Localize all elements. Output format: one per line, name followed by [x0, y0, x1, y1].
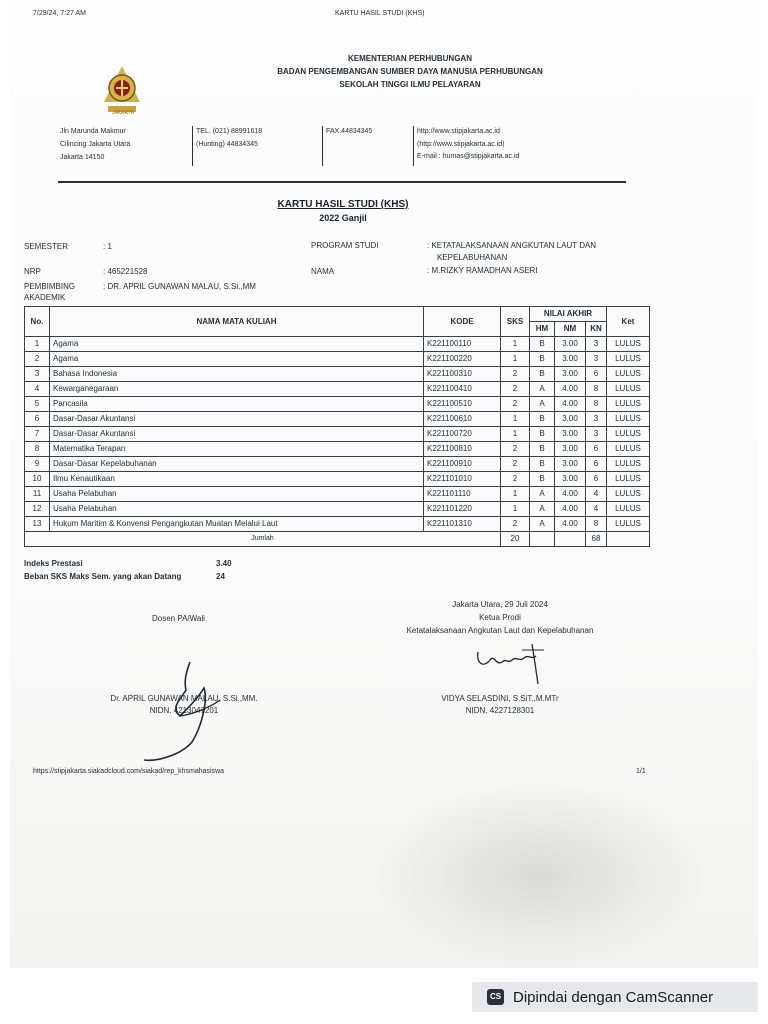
- grades-table: [24, 306, 650, 547]
- course-status: LULUS: [607, 487, 650, 502]
- course-code: K221100910: [424, 457, 501, 472]
- phone-line-2: (Hunting) 44834345: [196, 141, 258, 148]
- print-doc-title: KARTU HASIL STUDI (KHS): [335, 10, 425, 17]
- course-code: K221100220: [424, 352, 501, 367]
- course-status: LULUS: [607, 352, 650, 367]
- course-name: Usaha Pelabuhan: [50, 502, 424, 517]
- table-row: [25, 517, 650, 532]
- course-code: K221101110: [424, 487, 501, 502]
- grade-nm: 4.00: [555, 382, 586, 397]
- table-row: [25, 382, 650, 397]
- row-no: 5: [25, 397, 50, 412]
- col-kode: KODE: [424, 307, 501, 337]
- pembimbing-value: : DR. APRIL GUNAWAN MALAU, S.Si.,MM: [103, 282, 256, 291]
- grade-nm: 4.00: [555, 502, 586, 517]
- ip-value: 3.40: [216, 559, 232, 568]
- phone-line-1: TEL. (021) 88991618: [196, 128, 263, 135]
- website-link-alt: (http://www.stipjakarta.ac.id): [417, 141, 505, 148]
- course-code: K221101220: [424, 502, 501, 517]
- nrp-label: NRP: [24, 267, 41, 276]
- grade-kn: 3: [586, 427, 607, 442]
- table-row: [25, 472, 650, 487]
- course-code: K221100720: [424, 427, 501, 442]
- col-no: No.: [25, 307, 50, 337]
- course-name: Dasar-Dasar Akuntansi: [50, 427, 424, 442]
- grade-kn: 3: [586, 412, 607, 427]
- table-row: [25, 412, 650, 427]
- table-row: [25, 427, 650, 442]
- right-sign-nidn: NIDN. 4227128301: [465, 706, 535, 715]
- row-no: 4: [25, 382, 50, 397]
- table-row: [25, 397, 650, 412]
- grade-nm: 3.00: [555, 427, 586, 442]
- row-no: 10: [25, 472, 50, 487]
- row-no: 7: [25, 427, 50, 442]
- grade-kn: 4: [586, 487, 607, 502]
- grade-kn: 6: [586, 457, 607, 472]
- col-hm: HM: [530, 322, 555, 337]
- grade-hm: B: [530, 472, 555, 487]
- course-name: Ilmu Kenautikaan: [50, 472, 424, 487]
- nama-label: NAMA: [311, 267, 335, 276]
- camscanner-icon: CS: [487, 989, 504, 1005]
- grade-hm: B: [530, 412, 555, 427]
- table-row: [25, 502, 650, 517]
- grade-nm: 3.00: [555, 457, 586, 472]
- course-name: Usaha Pelabuhan: [50, 487, 424, 502]
- course-status: LULUS: [607, 427, 650, 442]
- course-sks: 2: [501, 382, 530, 397]
- total-kn: 68: [586, 532, 607, 547]
- grade-nm: 3.00: [555, 367, 586, 382]
- nama-value: : M.RIZKY RAMADHAN ASERI: [427, 266, 538, 275]
- grade-kn: 4: [586, 502, 607, 517]
- course-status: LULUS: [607, 457, 650, 472]
- divider: [413, 126, 414, 166]
- grade-hm: B: [530, 367, 555, 382]
- course-status: LULUS: [607, 472, 650, 487]
- course-name: Bahasa Indonesia: [50, 367, 424, 382]
- table-row: [25, 442, 650, 457]
- grade-nm: 3.00: [555, 472, 586, 487]
- course-status: LULUS: [607, 397, 650, 412]
- camscanner-badge: [472, 982, 758, 1012]
- left-sign-nidn: NIDN. 4213047201: [149, 706, 219, 715]
- page-subtitle: 2022 Ganjil: [319, 213, 367, 223]
- course-sks: 2: [501, 457, 530, 472]
- course-code: K221100510: [424, 397, 501, 412]
- course-status: LULUS: [607, 442, 650, 457]
- program-value-2: KEPELABUHANAN: [437, 253, 508, 262]
- row-no: 8: [25, 442, 50, 457]
- course-name: Kewarganegaraan: [50, 382, 424, 397]
- grade-hm: B: [530, 337, 555, 352]
- fax-number: FAX.44834345: [326, 128, 373, 135]
- course-sks: 2: [501, 367, 530, 382]
- school-name: SEKOLAH TINGGI ILMU PELAYARAN: [339, 80, 481, 89]
- col-ket: Ket: [607, 307, 650, 337]
- grade-nm: 3.00: [555, 352, 586, 367]
- course-status: LULUS: [607, 382, 650, 397]
- course-sks: 1: [501, 502, 530, 517]
- table-row: [25, 457, 650, 472]
- table-row: [25, 337, 650, 352]
- scan-shadow: [370, 780, 710, 970]
- agency-name: BADAN PENGEMBANGAN SUMBER DAYA MANUSIA PERHUBUNGAN: [277, 67, 543, 76]
- beban-label: Beban SKS Maks Sem. yang akan Datang: [24, 572, 182, 581]
- grade-nm: 3.00: [555, 337, 586, 352]
- address-line-1: Jln Marunda Makmur: [60, 128, 126, 135]
- beban-value: 24: [216, 572, 225, 581]
- grade-hm: B: [530, 457, 555, 472]
- page-title: KARTU HASIL STUDI (KHS): [277, 199, 409, 210]
- course-code: K221101310: [424, 517, 501, 532]
- course-code: K221100310: [424, 367, 501, 382]
- print-footer-url: https://stipjakarta.siakadcloud.com/siakad/rep_khsmahasiswa: [33, 768, 225, 775]
- row-no: 11: [25, 487, 50, 502]
- course-sks: 2: [501, 397, 530, 412]
- grade-kn: 8: [586, 397, 607, 412]
- header-rule: [58, 181, 626, 183]
- print-datetime: 7/29/24, 7:27 AM: [33, 10, 86, 17]
- total-ket-empty: [607, 532, 650, 547]
- grade-nm: 3.00: [555, 442, 586, 457]
- total-hm-empty: [530, 532, 555, 547]
- total-sks: 20: [501, 532, 530, 547]
- grade-kn: 8: [586, 517, 607, 532]
- course-name: Agama: [50, 337, 424, 352]
- grade-hm: B: [530, 442, 555, 457]
- ip-label: Indeks Prestasi: [24, 559, 83, 568]
- row-no: 2: [25, 352, 50, 367]
- course-name: Matematika Terapan: [50, 442, 424, 457]
- left-sign-role: Dosen PA/Wali: [152, 614, 205, 623]
- col-nm: NM: [555, 322, 586, 337]
- course-sks: 1: [501, 412, 530, 427]
- course-status: LULUS: [607, 337, 650, 352]
- row-no: 1: [25, 337, 50, 352]
- course-sks: 2: [501, 442, 530, 457]
- col-sks: SKS: [501, 307, 530, 337]
- course-status: LULUS: [607, 502, 650, 517]
- grade-kn: 6: [586, 367, 607, 382]
- program-value: : KETATALAKSANAAN ANGKUTAN LAUT DAN: [427, 241, 597, 250]
- nrp-value: : 465221528: [103, 267, 148, 276]
- row-no: 9: [25, 457, 50, 472]
- semester-label: SEMESTER: [24, 242, 69, 251]
- address-line-3: Jakarta 14150: [60, 154, 105, 161]
- right-place-date: Jakarta Utara, 29 Juli 2024: [452, 600, 548, 609]
- table-row: [25, 487, 650, 502]
- table-row: [25, 352, 650, 367]
- semester-value: : 1: [103, 242, 112, 251]
- email-address: E-mail : humas@stipjakarta.ac.id: [417, 153, 520, 160]
- course-sks: 2: [501, 517, 530, 532]
- grade-kn: 3: [586, 337, 607, 352]
- row-no: 6: [25, 412, 50, 427]
- total-label: Jumlah: [25, 532, 501, 547]
- course-code: K221100610: [424, 412, 501, 427]
- course-sks: 1: [501, 487, 530, 502]
- camscanner-label: Dipindai dengan CamScanner: [513, 989, 714, 1006]
- grade-nm: 4.00: [555, 487, 586, 502]
- grade-hm: A: [530, 397, 555, 412]
- right-sign-dept: Ketatalaksanaan Angkutan Laut dan Kepelabuhanan: [406, 626, 594, 635]
- grade-hm: B: [530, 427, 555, 442]
- program-label: PROGRAM STUDI: [311, 241, 379, 250]
- course-code: K221100410: [424, 382, 501, 397]
- grade-kn: 8: [586, 382, 607, 397]
- col-kn: KN: [586, 322, 607, 337]
- grade-hm: A: [530, 517, 555, 532]
- pembimbing-label: PEMBIMBING: [24, 282, 76, 291]
- course-sks: 1: [501, 352, 530, 367]
- grade-hm: A: [530, 487, 555, 502]
- row-no: 13: [25, 517, 50, 532]
- course-sks: 1: [501, 427, 530, 442]
- course-status: LULUS: [607, 367, 650, 382]
- grade-nm: 4.00: [555, 517, 586, 532]
- course-code: K221100110: [424, 337, 501, 352]
- website-link: http://www.stipjakarta.ac.id: [417, 128, 500, 135]
- grade-kn: 6: [586, 442, 607, 457]
- course-name: Pancasila: [50, 397, 424, 412]
- divider: [192, 126, 193, 166]
- address-line-2: Cilincing Jakarta Utara: [60, 141, 131, 148]
- right-sign-name: VIDYA SELASDINI, S.SiT.,M.MTr: [441, 694, 559, 703]
- grade-nm: 4.00: [555, 397, 586, 412]
- course-name: Agama: [50, 352, 424, 367]
- col-course-name: NAMA MATA KULIAH: [50, 307, 424, 337]
- institution-logo-icon: [100, 62, 144, 116]
- print-page-number: 1/1: [636, 768, 646, 775]
- divider: [322, 126, 323, 166]
- total-row: [25, 532, 650, 547]
- table-row: [25, 367, 650, 382]
- grade-hm: A: [530, 382, 555, 397]
- course-status: LULUS: [607, 517, 650, 532]
- total-nm-empty: [555, 532, 586, 547]
- right-sign-role: Ketua Prodi: [479, 613, 521, 622]
- course-name: Hukum Maritim & Konvensi Pengangkutan Muatan Melalui Laut: [50, 517, 424, 532]
- left-sign-name: Dr. APRIL GUNAWAN MALAU, S.Si.,MM.: [110, 694, 258, 703]
- row-no: 3: [25, 367, 50, 382]
- course-sks: 1: [501, 337, 530, 352]
- course-code: K221100810: [424, 442, 501, 457]
- course-status: LULUS: [607, 412, 650, 427]
- right-signature-icon: [474, 640, 554, 688]
- grade-nm: 3.00: [555, 412, 586, 427]
- pembimbing-label-2: AKADEMIK: [24, 293, 66, 302]
- ministry-name: KEMENTERIAN PERHUBUNGAN: [347, 54, 472, 63]
- grade-hm: B: [530, 352, 555, 367]
- course-code: K221101010: [424, 472, 501, 487]
- row-no: 12: [25, 502, 50, 517]
- course-name: Dasar-Dasar Kepelabuhanan: [50, 457, 424, 472]
- grade-hm: A: [530, 502, 555, 517]
- grade-kn: 3: [586, 352, 607, 367]
- logo-caption: JAKARTA: [112, 110, 135, 116]
- course-name: Dasar-Dasar Akuntansi: [50, 412, 424, 427]
- course-sks: 2: [501, 472, 530, 487]
- grade-kn: 6: [586, 472, 607, 487]
- col-nilai-akhir: NILAI AKHIR: [530, 307, 607, 322]
